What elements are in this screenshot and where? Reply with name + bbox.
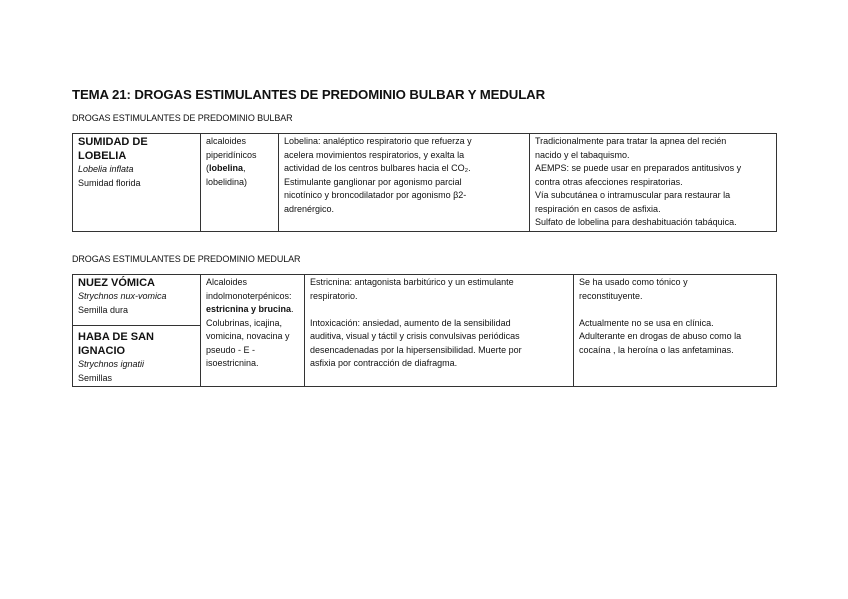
action-text: Estimulante ganglionar por agonismo parcial: [284, 176, 462, 187]
drug-name: HABA DE SAN IGNACIO: [78, 331, 154, 357]
drug-cell-nuez: [73, 275, 201, 326]
table-row: [73, 275, 777, 326]
uses-text: nacido y el tabaquismo.: [535, 149, 630, 160]
action-text: asfixia por contracción de diafragma.: [310, 358, 458, 368]
uses-text: Tradicionalmente para tratar la apnea del recién: [535, 136, 727, 146]
action-cell: [279, 134, 530, 232]
scientific-name: Strychnos ignatii: [78, 359, 145, 369]
action-text: nicotínico y broncodilatador por agonismo β2-: [284, 190, 467, 200]
action-text: auditiva, visual y táctil y crisis convulsivas periódicas: [310, 331, 520, 341]
compound-text: vomicina, novacina y: [206, 331, 290, 341]
compound-text: Alcaloides: [206, 277, 248, 287]
section-heading-medular: DROGAS ESTIMULANTES DE PREDOMINIO MEDULAR: [72, 254, 301, 264]
drug-cell-lobelia: [73, 134, 201, 232]
drug-part: Sumidad florida: [78, 177, 141, 188]
medular-table: [72, 274, 777, 387]
action-text: adrenérgico.: [284, 203, 335, 214]
table-row: [73, 134, 777, 232]
drug-part: Semillas: [78, 372, 113, 383]
scientific-name: Strychnos nux-vomica: [78, 291, 167, 301]
spacer: [579, 303, 771, 317]
uses-text: cocaína , la heroína o las anfetaminas.: [579, 344, 734, 355]
compound-text: alcaloides: [206, 136, 247, 146]
action-text: Lobelina: analéptico respiratorio que refuerza y: [284, 136, 472, 146]
compound-text: indolmonoterpénicos:: [206, 290, 292, 301]
uses-text: Vía subcutánea o intramuscular para restaurar la: [535, 190, 731, 200]
action-text: actividad de los centros bulbares hacia el CO₂.: [284, 163, 471, 173]
drug-cell-haba: [73, 326, 201, 387]
bulbar-table: [72, 133, 777, 232]
action-text: desencadenadas por la hipersensibilidad. Muerte por: [310, 344, 522, 355]
compounds-cell: [201, 275, 305, 387]
uses-text: Adulterante en drogas de abuso como la: [579, 331, 742, 341]
drug-name: SUMIDAD DE LOBELIA: [78, 136, 148, 162]
page-title: TEMA 21: DROGAS ESTIMULANTES DE PREDOMINIO BULBAR Y MEDULAR: [72, 87, 546, 102]
compound-text: lobelidina): [206, 176, 248, 187]
action-cell: [305, 275, 574, 387]
spacer: [310, 303, 568, 317]
uses-text: respiración en casos de asfixia.: [535, 203, 661, 214]
compound-text: Colubrinas, icajina,: [206, 317, 283, 328]
action-text: respiratorio.: [310, 290, 358, 301]
action-text: acelera movimientos respiratorios, y exalta la: [284, 149, 465, 160]
compound-text: piperidínicos: [206, 149, 257, 160]
scientific-name: Lobelia inflata: [78, 164, 134, 174]
uses-text: Se ha usado como tónico y: [579, 277, 688, 287]
uses-text: AEMPS: se puede usar en preparados antitusivos y: [535, 163, 742, 173]
uses-text: reconstituyente.: [579, 290, 643, 301]
action-text: Estricnina: antagonista barbitúrico y un estimulante: [310, 277, 514, 287]
drug-name: NUEZ VÓMICA: [78, 277, 155, 289]
uses-text: contra otras afecciones respiratorias.: [535, 176, 683, 187]
compound-text: pseudo - E -: [206, 344, 256, 355]
compound-text: isoestricnina.: [206, 358, 259, 368]
drug-part: Semilla dura: [78, 304, 129, 315]
uses-cell: [530, 134, 777, 232]
action-text: Intoxicación: ansiedad, aumento de la sensibilidad: [310, 317, 511, 328]
compounds-cell: [201, 134, 279, 232]
section-heading-bulbar: DROGAS ESTIMULANTES DE PREDOMINIO BULBAR: [72, 113, 293, 123]
compound-text: (lobelina,: [206, 163, 246, 173]
uses-cell: [574, 275, 777, 387]
uses-text: Actualmente no se usa en clínica.: [579, 317, 714, 328]
compound-text: estricnina y brucina.: [206, 304, 294, 314]
uses-text: Sulfato de lobelina para deshabituación tabáquica.: [535, 217, 737, 227]
